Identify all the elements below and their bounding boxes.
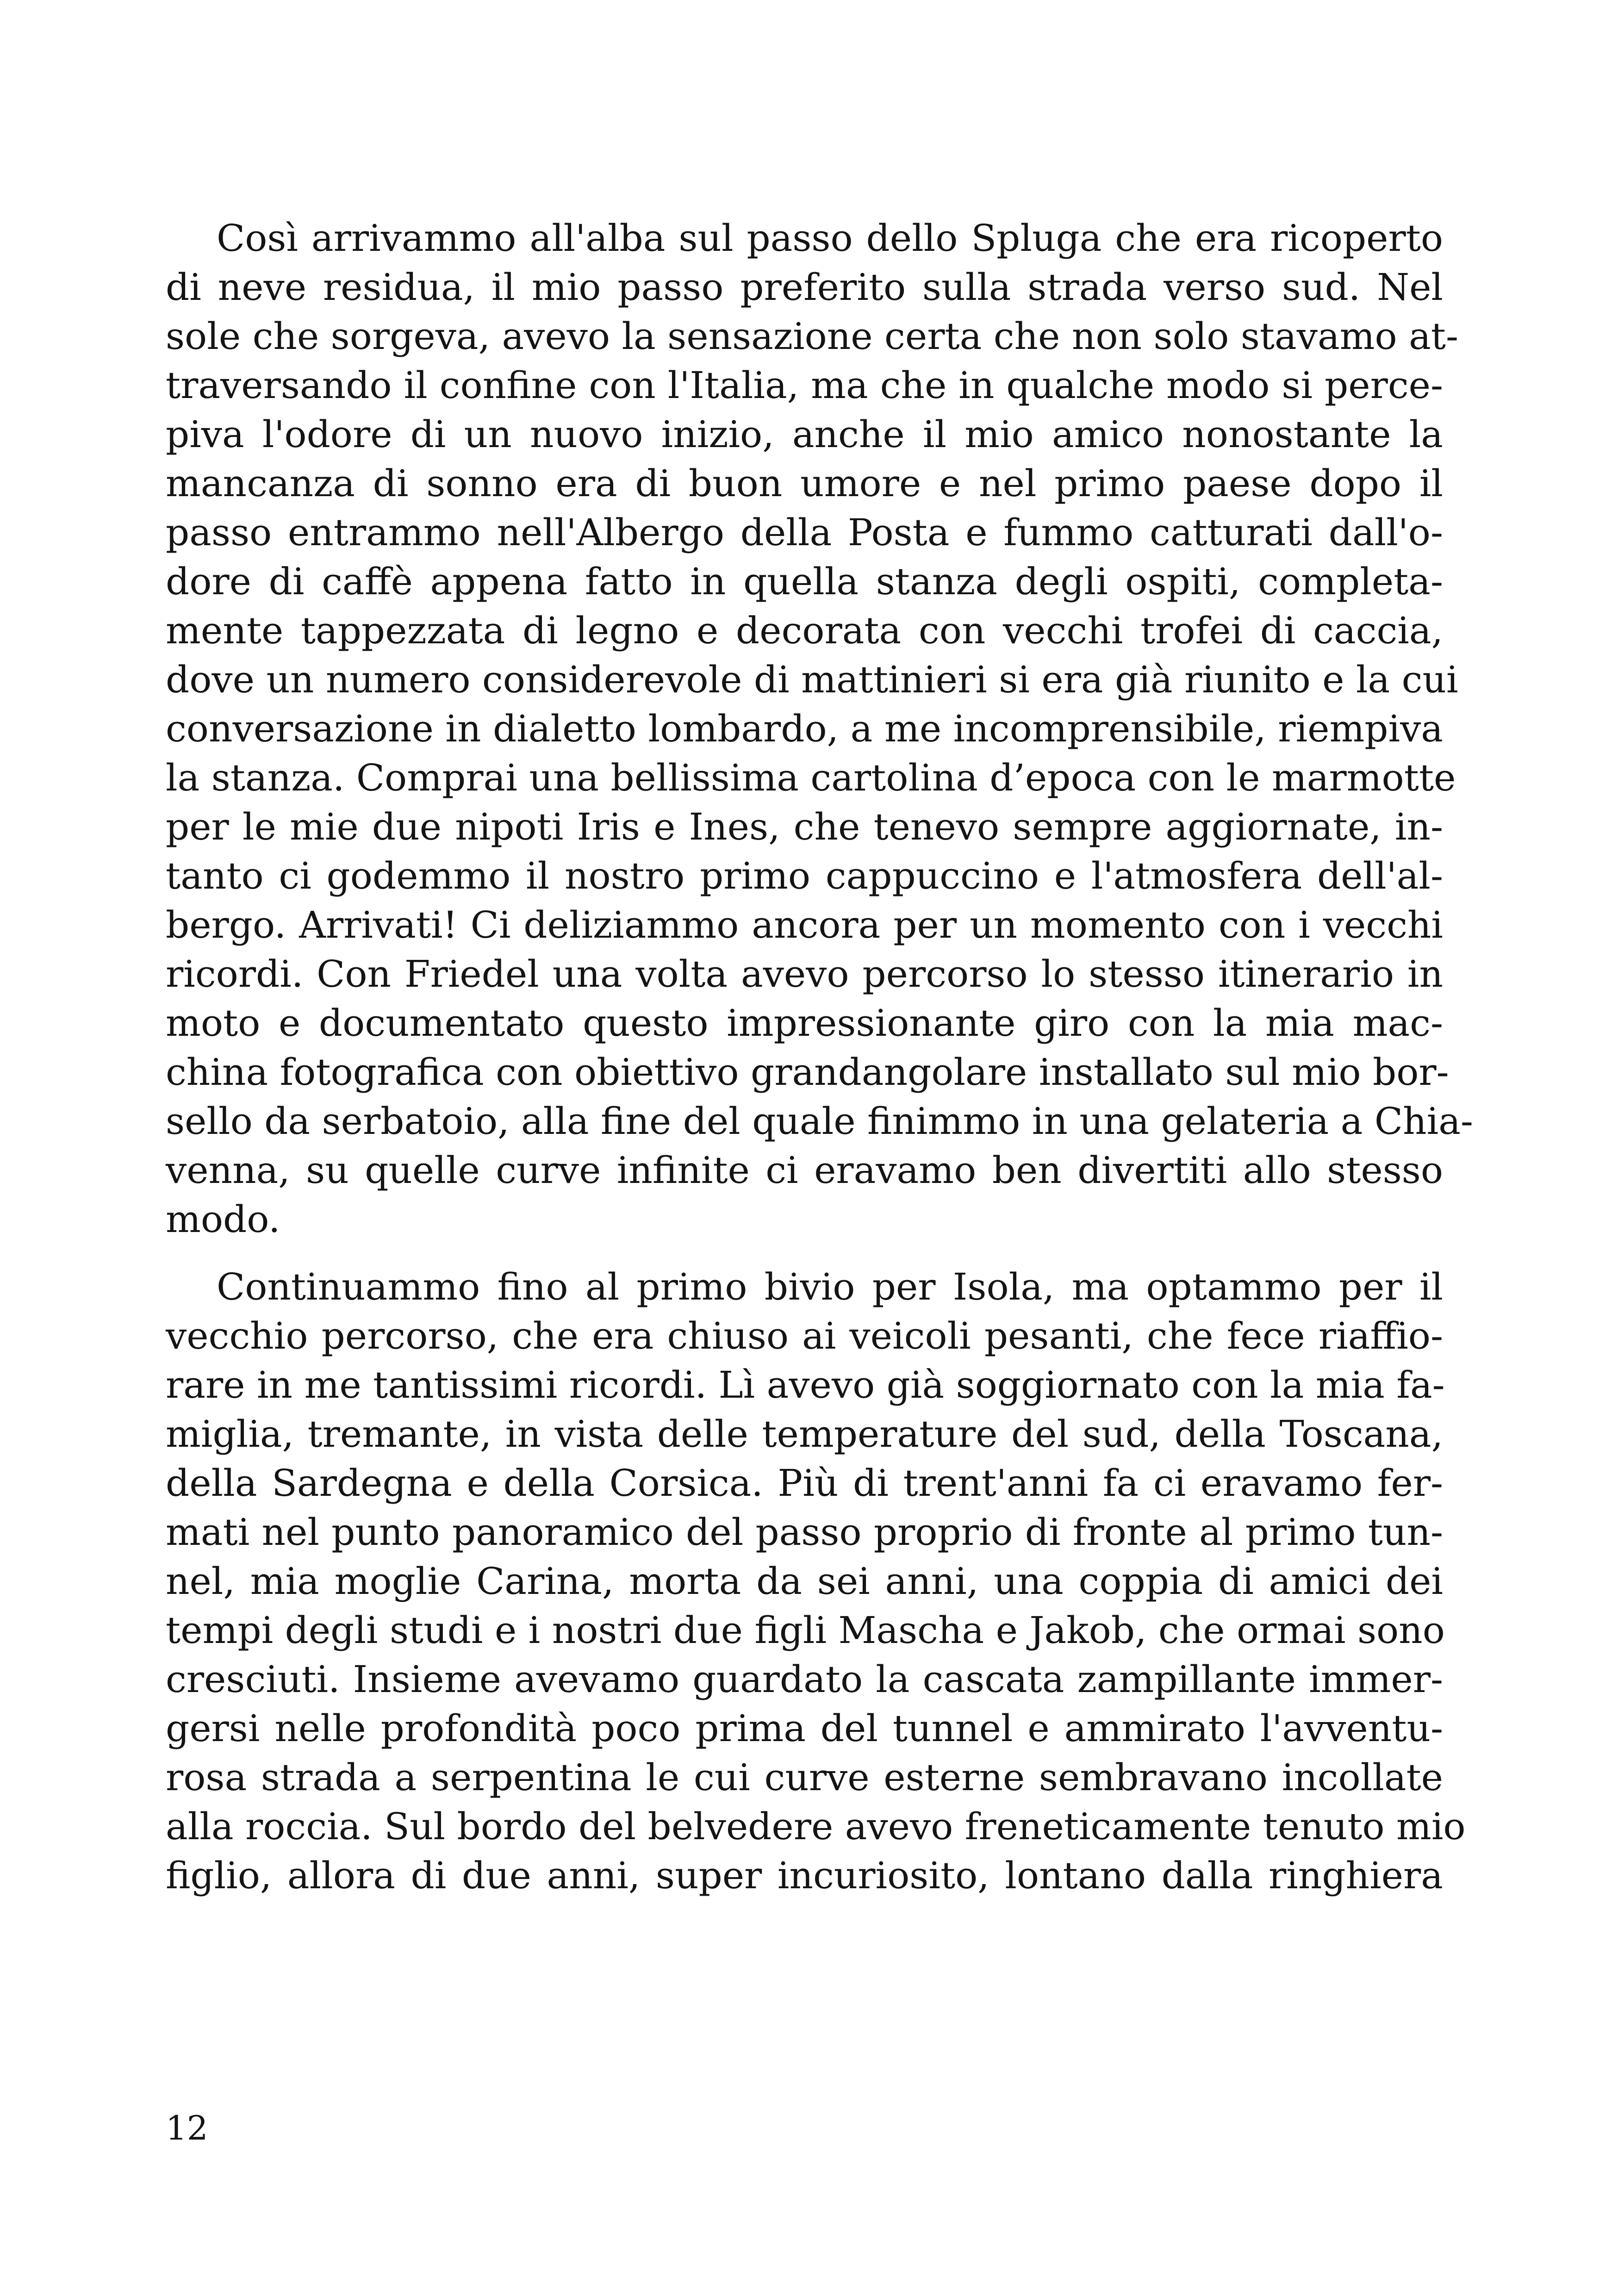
paragraph-2	[166, 1263, 1466, 1900]
text-line: sello da serbatoio, alla fine del quale finimmo in una gelateria a Chia-	[166, 1100, 1473, 1143]
text-line: per le mie due nipoti Iris e Ines, che tenevo sempre aggiornate, in-	[166, 805, 1443, 848]
text-line: conversazione in dialetto lombardo, a me incomprensibile, riempiva	[166, 707, 1443, 750]
text-line: miglia, tremante, in vista delle temperature del sud, della Toscana,	[166, 1412, 1443, 1456]
text-line: alla roccia. Sul bordo del belvedere avevo freneticamente tenuto mio	[166, 1805, 1466, 1848]
body-text	[166, 214, 1473, 1900]
text-line: cresciuti. Insieme avevamo guardato la cascata zampillante immer-	[166, 1658, 1443, 1701]
text-line: Continuammo fino al primo bivio per Isola, ma optammo per il	[217, 1265, 1443, 1308]
text-line: mancanza di sonno era di buon umore e nel primo paese dopo il	[166, 462, 1443, 505]
text-line: bergo. Arrivati! Ci deliziammo ancora per un momento con i vecchi	[166, 903, 1443, 946]
text-line: gersi nelle profondità poco prima del tunnel e ammirato l'avventu-	[166, 1707, 1443, 1750]
text-line: figlio, allora di due anni, super incuriosito, lontano dalla ringhiera	[166, 1854, 1443, 1897]
text-line: sole che sorgeva, avevo la sensazione certa che non solo stavamo at-	[166, 315, 1458, 358]
text-line: rosa strada a serpentina le cui curve esterne sembravano incollate	[166, 1756, 1443, 1799]
text-line: china fotografica con obiettivo grandangolare installato sul mio bor-	[166, 1051, 1449, 1094]
text-line: Così arrivammo all'alba sul passo dello Spluga che era ricoperto	[217, 217, 1443, 260]
text-line: della Sardegna e della Corsica. Più di trent'anni fa ci eravamo fer-	[166, 1462, 1443, 1505]
text-line: tanto ci godemmo il nostro primo cappuccino e l'atmosfera dell'al-	[166, 854, 1443, 897]
paragraph-spacer	[166, 1244, 1443, 1263]
text-line: mati nel punto panoramico del passo proprio di fronte al primo tun-	[166, 1511, 1443, 1554]
text-line: rare in me tantissimi ricordi. Lì avevo già soggiornato con la mia fa-	[166, 1363, 1445, 1406]
text-line: venna, su quelle curve infinite ci eravamo ben divertiti allo stesso	[166, 1149, 1443, 1192]
paragraph-1	[166, 214, 1473, 1244]
text-line: vecchio percorso, che era chiuso ai veicoli pesanti, che fece riaffio-	[166, 1314, 1443, 1357]
text-line: ricordi. Con Friedel una volta avevo percorso lo stesso itinerario in	[166, 952, 1443, 996]
text-line: passo entrammo nell'Albergo della Posta e fummo catturati dall'o-	[166, 511, 1443, 554]
text-line: tempi degli studi e i nostri due figli Mascha e Jakob, che ormai sono	[166, 1609, 1445, 1652]
text-line: mente tappezzata di legno e decorata con vecchi trofei di caccia,	[166, 609, 1443, 652]
text-line: traversando il confine con l'Italia, ma che in qualche modo si perce-	[166, 364, 1443, 407]
text-line: modo.	[166, 1198, 280, 1241]
page-number: 12	[166, 2109, 208, 2147]
text-line: la stanza. Comprai una bellissima cartolina d’epoca con le marmotte	[166, 756, 1456, 799]
text-line: di neve residua, il mio passo preferito sulla strada verso sud. Nel	[166, 266, 1443, 309]
text-line: moto e documentato questo impressionante giro con la mia mac-	[166, 1002, 1443, 1045]
text-line: nel, mia moglie Carina, morta da sei anni, una coppia di amici dei	[166, 1560, 1443, 1603]
text-line: dove un numero considerevole di mattinieri si era già riunito e la cui	[166, 658, 1458, 701]
text-line: piva l'odore di un nuovo inizio, anche il mio amico nonostante la	[166, 413, 1443, 456]
text-line: dore di caffè appena fatto in quella stanza degli ospiti, completa-	[166, 560, 1443, 603]
